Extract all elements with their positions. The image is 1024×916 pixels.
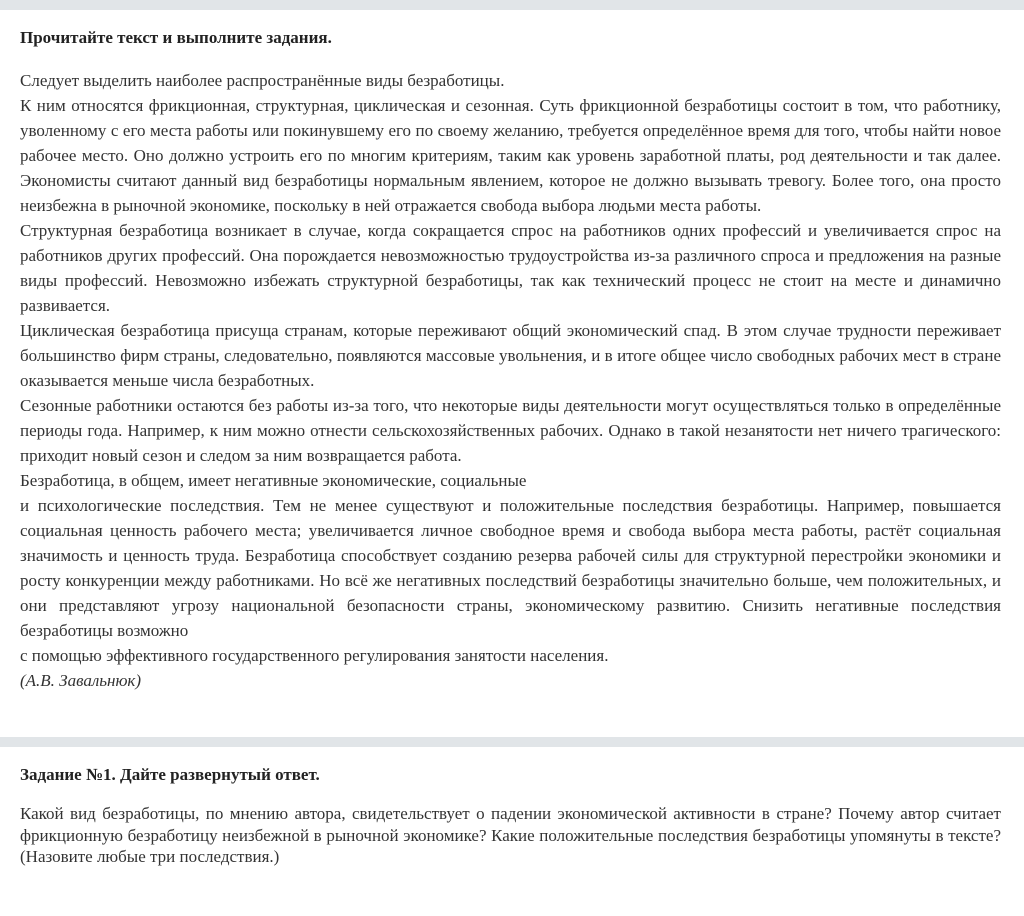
paragraph: с помощью эффективного государственного регулирования занятости населения. <box>20 646 609 665</box>
paragraph: Безработица, в общем, имеет негативные экономические, социальные <box>20 471 527 490</box>
paragraph: Структурная безработица возникает в случае, когда сокращается спрос на работников одних профессий и увеличивается спрос на работников других профессий. Она порождается невозможностью трудоустройства из-за различного спроса и предложения на разные виды профессий. Невозможно избежать структурной безработицы, так как технический процесс не стоит на месте и динамично развивается. <box>20 221 1001 315</box>
paragraph: и психологические последствия. Тем не менее существуют и положительные последствия безработицы. Например, повышается социальная ценность рабочего места; увеличивается личное свободное время и свобода выбора места работы, растёт социальная значимость и ценность труда. Безработица способствует созданию резерва рабочей силы для структурной перестройки экономики и росту конкуренции между работниками. Но всё же негативных последствий безработицы значительно больше, чем положительных, и они представляют угрозу национальной безопасности страны, экономическому развитию. Снизить негативные последствия безработицы возможно <box>20 496 1001 640</box>
paragraph: Циклическая безработица присуща странам, которые переживают общий экономический спад. В этом случае трудности переживает большинство фирм страны, следовательно, появляются массовые увольнения, и в итоге общее число свободных рабочих мест в стране оказывается меньше числа безработных. <box>20 321 1001 390</box>
task-section <box>0 747 1024 868</box>
task-question: Какой вид безработицы, по мнению автора, свидетельствует о падении экономической активности в стране? Почему автор считает фрикционную безработицу неизбежной в рыночной экономике? Какие положительные последствия безработицы упомянуты в тексте? (Назовите любые три последствия.) <box>20 804 1001 866</box>
task-text <box>20 803 1001 868</box>
paragraph: К ним относятся фрикционная, структурная, циклическая и сезонная. Суть фрикционной безработицы состоит в том, что работнику, уволенному с его места работы или покинувшему его по своему желанию, требуется определённое время для того, чтобы найти новое рабочее место. Оно должно устроить его по многим критериям, таким как уровень заработной платы, род деятельности и так далее. Экономисты считают данный вид безработицы нормальным явлением, которое не должно вызывать тревогу. Более того, она просто неизбежна в рыночной экономике, поскольку в ней отражается свобода выбора людьми места работы. <box>20 96 1001 215</box>
reading-title: Прочитайте текст и выполните задания. <box>20 28 332 47</box>
section-divider <box>0 737 1024 747</box>
reading-section <box>0 10 1024 693</box>
paragraph: Сезонные работники остаются без работы из-за того, что некоторые виды деятельности могут осуществляться только в определённые периоды года. Например, к ним можно отнести сельскохозяйственных рабочих. Однако в такой незанятости нет ничего трагического: приходит новый сезон и следом за ним возвращается работа. <box>20 396 1001 465</box>
top-bar <box>0 0 1024 10</box>
reading-text <box>20 68 1001 693</box>
task-title: Задание №1. Дайте развернутый ответ. <box>20 765 320 784</box>
paragraph: Следует выделить наиболее распространённые виды безработицы. <box>20 71 505 90</box>
author: (А.В. Завальнюк) <box>20 671 142 690</box>
